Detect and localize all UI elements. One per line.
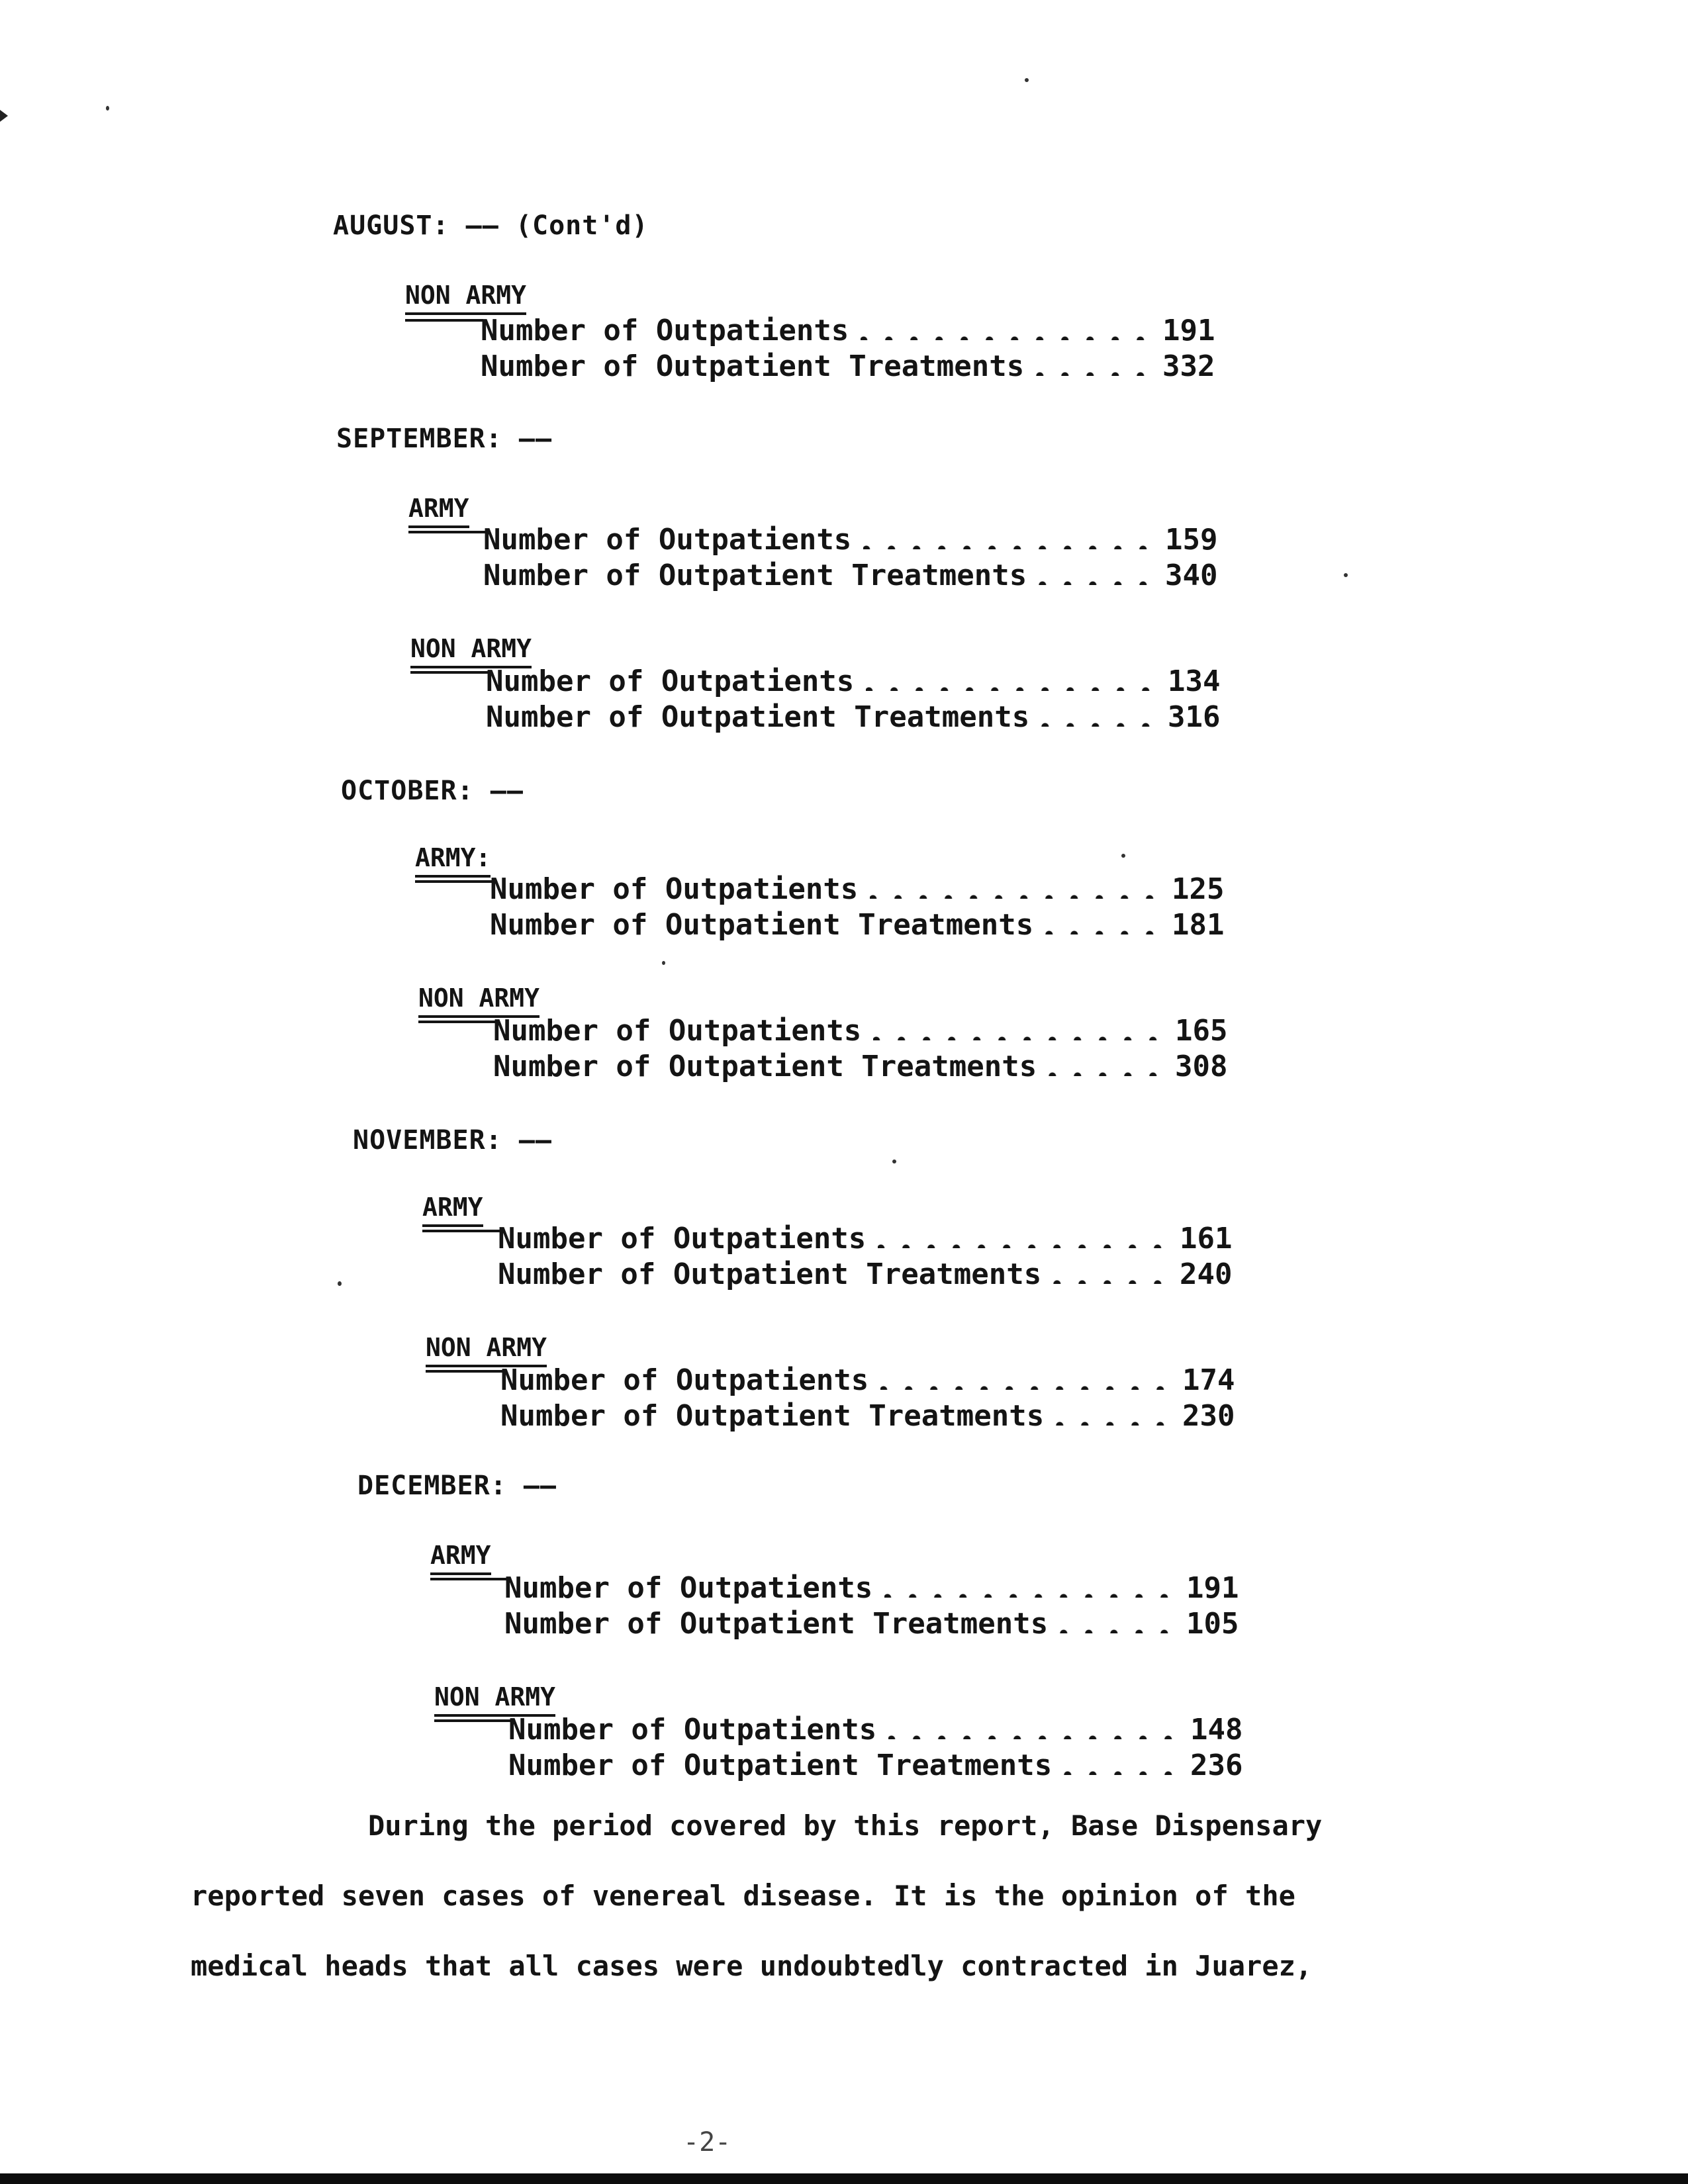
dot-leader: [1064, 1746, 1181, 1775]
group-label-november-army: ARMY: [422, 1193, 483, 1227]
stat-label: Number of Outpatients: [508, 1713, 877, 1747]
stat-row: [493, 1011, 1235, 1046]
stat-label: Number of Outpatient Treatments: [481, 349, 1025, 383]
section-month-october: OCTOBER: ——: [341, 776, 524, 806]
stat-value: 105: [1186, 1607, 1239, 1641]
group-label-october-army: ARMY:: [415, 843, 491, 878]
stat-label: Number of Outpatient Treatments: [500, 1399, 1045, 1433]
stat-value: 125: [1172, 872, 1225, 906]
dot-leader: [1049, 1047, 1166, 1076]
paragraph-line: medical heads that all cases were undoubtedly contracted in Juarez,: [191, 1950, 1313, 1982]
paragraph-line: reported seven cases of venereal disease. It is the opinion of the: [191, 1880, 1295, 1912]
group-label-october-non-army: NON ARMY: [418, 983, 539, 1018]
stat-label: Number of Outpatient Treatments: [498, 1257, 1042, 1291]
stat-value: 159: [1165, 523, 1218, 557]
stat-value: 148: [1190, 1713, 1243, 1747]
stat-value: 165: [1175, 1014, 1228, 1048]
stat-label: Number of Outpatients: [490, 872, 859, 906]
group-underline: [408, 531, 487, 533]
stat-row: [490, 905, 1231, 940]
scan-speck: [1121, 854, 1125, 858]
group-label-september-army: ARMY: [408, 494, 469, 528]
stat-row: [486, 662, 1227, 696]
group-underline: [405, 319, 483, 322]
stat-row: [481, 311, 1222, 345]
dot-leader: [866, 662, 1158, 691]
group-underline: [434, 1719, 512, 1722]
stat-row: [508, 1710, 1250, 1745]
stat-label: Number of Outpatient Treatments: [490, 908, 1034, 942]
group-label-december-army: ARMY: [430, 1541, 491, 1575]
dot-leader: [1039, 556, 1156, 585]
scan-speck: [338, 1281, 342, 1286]
stat-row: [500, 1361, 1242, 1395]
page-number: -2-: [683, 2127, 731, 2158]
paragraph-line: During the period covered by this report, Base Dispensary: [368, 1809, 1323, 1842]
dot-leader: [1060, 1604, 1177, 1633]
stat-row: [504, 1604, 1246, 1639]
stat-row: [500, 1396, 1242, 1431]
scan-speck: [1025, 78, 1029, 82]
dot-leader: [880, 1361, 1173, 1390]
dot-leader: [888, 1710, 1181, 1739]
stat-label: Number of Outpatients: [498, 1222, 867, 1255]
stat-value: 240: [1180, 1257, 1233, 1291]
scan-speck: [106, 106, 109, 111]
stat-label: Number of Outpatient Treatments: [504, 1607, 1049, 1641]
dot-leader: [1041, 698, 1158, 727]
stat-value: 340: [1165, 559, 1218, 592]
dot-leader: [863, 520, 1156, 549]
stat-value: 191: [1186, 1571, 1239, 1605]
group-label-november-non-army: NON ARMY: [426, 1333, 547, 1367]
stat-row: [486, 698, 1227, 732]
stat-label: Number of Outpatient Treatments: [493, 1050, 1037, 1083]
margin-mark: [0, 110, 8, 122]
stat-value: 230: [1182, 1399, 1235, 1433]
scan-speck: [892, 1160, 896, 1163]
dot-leader: [884, 1569, 1177, 1598]
stat-value: 181: [1172, 908, 1225, 942]
stat-value: 174: [1182, 1363, 1235, 1397]
group-label-december-non-army: NON ARMY: [434, 1682, 555, 1717]
dot-leader: [870, 870, 1162, 899]
group-underline: [410, 671, 489, 674]
stat-row: [490, 870, 1231, 904]
group-underline: [418, 1021, 496, 1023]
stat-label: Number of Outpatients: [504, 1571, 873, 1605]
stat-value: 134: [1168, 664, 1221, 698]
group-underline: [426, 1370, 504, 1373]
group-underline: [422, 1230, 500, 1232]
stat-value: 161: [1180, 1222, 1233, 1255]
stat-value: 308: [1175, 1050, 1228, 1083]
stat-label: Number of Outpatients: [500, 1363, 869, 1397]
stat-row: [483, 556, 1225, 590]
section-month-november: NOVEMBER: ——: [353, 1125, 552, 1156]
stat-row: [504, 1569, 1246, 1603]
stat-row: [508, 1746, 1250, 1780]
section-month-august: AUGUST: —— (Cont'd): [333, 210, 649, 241]
stat-label: Number of Outpatients: [483, 523, 852, 557]
group-underline: [430, 1578, 508, 1580]
section-month-december: DECEMBER: ——: [357, 1471, 557, 1501]
dot-leader: [861, 311, 1153, 340]
stat-row: [481, 347, 1222, 381]
group-label-september-non-army: NON ARMY: [410, 634, 532, 668]
dot-leader: [1036, 347, 1153, 376]
scan-speck: [1344, 573, 1348, 577]
stat-label: Number of Outpatient Treatments: [483, 559, 1027, 592]
stat-value: 236: [1190, 1749, 1243, 1782]
dot-leader: [1056, 1396, 1173, 1426]
section-month-september: SEPTEMBER: ——: [336, 424, 553, 454]
stat-row: [498, 1219, 1239, 1253]
dot-leader: [878, 1219, 1170, 1248]
stat-label: Number of Outpatient Treatments: [508, 1749, 1053, 1782]
stat-row: [493, 1047, 1235, 1081]
dot-leader: [1045, 905, 1162, 934]
stat-row: [483, 520, 1225, 555]
stat-value: 191: [1162, 314, 1215, 347]
stat-label: Number of Outpatients: [493, 1014, 862, 1048]
dot-leader: [873, 1011, 1166, 1040]
group-label-august-non-army: NON ARMY: [405, 281, 526, 315]
scan-bottom-edge: [0, 2173, 1688, 2184]
group-underline: [415, 880, 493, 883]
scan-speck: [662, 961, 665, 965]
stat-label: Number of Outpatients: [486, 664, 855, 698]
stat-value: 316: [1168, 700, 1221, 734]
stat-row: [498, 1255, 1239, 1289]
stat-label: Number of Outpatient Treatments: [486, 700, 1030, 734]
stat-value: 332: [1162, 349, 1215, 383]
dot-leader: [1053, 1255, 1170, 1284]
stat-label: Number of Outpatients: [481, 314, 849, 347]
